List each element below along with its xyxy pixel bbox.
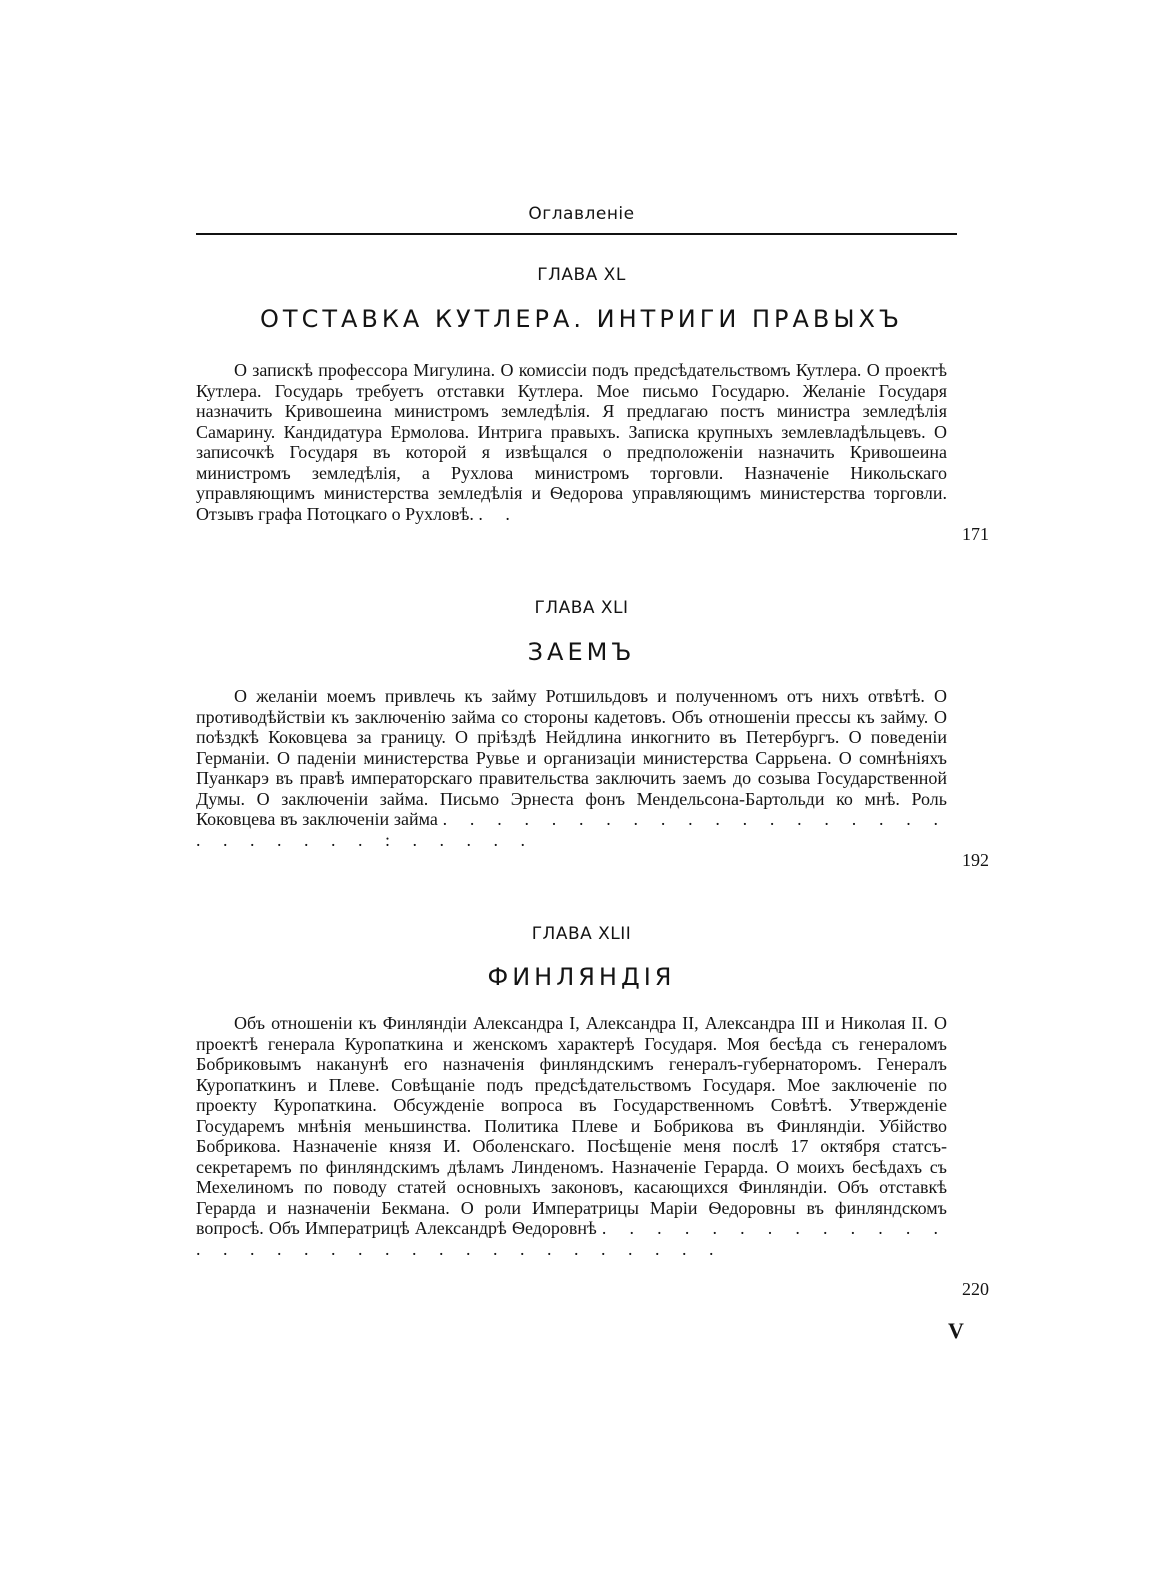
summary-text: Объ отношеніи къ Финляндіи Александра I, Александра II, Александра III и Николая II. О проектѣ генерала Куропаткина и женскомъ характерѣ Государя. Моя бесѣда съ генераломъ Бобриковымъ наканунѣ его назначенія финляндскимъ генералъ-губернаторомъ. Генералъ Куропаткинъ и Плеве. Совѣщаніе подъ предсѣдательствомъ Государя. Мое заключеніе по проекту Куропаткина. Обсужденіе вопроса въ Государственномъ Совѣтѣ. Утвержденіе Государемъ мнѣнія меньшинства. Политика Плеве и Бобрикова въ Финляндіи. Убійство Бобрикова. Назначеніе князя И. Оболенскаго. Посѣщеніе меня послѣ 17 октября статсъ-секретаремъ по финляндскимъ дѣламъ Линденомъ. Назначеніе Герарда. О моихъ бесѣдахъ съ Мехелиномъ по поводу статей основныхъ законовъ, касающихся Финляндіи. Объ отставкѣ Герарда и назначеніи Бекмана. О роли Императрицы Маріи Ѳедоровны въ финляндскомъ вопросѣ. Объ Императрицѣ Александрѣ Ѳедоровнѣ — [196, 1013, 947, 1238]
dot-leaders: . . . . . . . . . . . . . . . . . . . . . . . . . . . . . . . . . — [196, 1218, 948, 1259]
chapter-label: ГЛАВА XL — [537, 265, 626, 285]
page-number: 192 — [962, 850, 989, 870]
chapter-summary — [196, 1013, 947, 1259]
summary-text: О запискѣ профессора Мигулина. О комиссіи подъ предсѣдательствомъ Кутлера. О проектѣ Кутлера. Государь требуетъ отставки Кутлера. Мое письмо Государю. Желаніе Государя назначить Кривошеина министромъ земледѣлія. Я предлагаю постъ министра земледѣлія Самарину. Кандидатура Ермолова. Интрига правыхъ. Записка крупныхъ землевладѣльцевъ. О записочкѣ Государя въ которой я извѣщался о предположеніи назначить Кривошеина министромъ земледѣлія, а Рухлова министромъ торговли. Назначеніе Никольскаго управляющимъ министерства земледѣлія и Ѳедорова управляющимъ министерства торговли. Отзывъ графа Потоцкаго о Рухловѣ. — [196, 360, 947, 524]
summary-text: О желаніи моемъ привлечь къ займу Ротшильдовъ и полученномъ отъ нихъ отвѣтѣ. О противодѣйствіи къ заключенію займа со стороны кадетовъ. Объ отношеніи прессы къ займу. О поѣздкѣ Коковцева за границу. О пріѣздѣ Нейдлина инкогнито въ Петербургъ. О поведеніи Германіи. О паденіи министерства Рувье и организаціи министерства Саррьена. О сомнѣніяхъ Пуанкарэ въ правѣ императорскаго правительства заключить заемъ до созыва Государственной Думы. О заключеніи займа. Письмо Эрнеста фонъ Мендельсона-Бартольди ко мнѣ. Роль Коковцева въ заключеніи займа — [196, 686, 947, 829]
chapter-title: ФИНЛЯНДІЯ — [487, 963, 676, 991]
page-number: 220 — [962, 1279, 989, 1299]
chapter-summary — [196, 360, 947, 524]
dot-leaders: . . . . . . . . . . . . . . . . . . . . . . . . . . : . . . . . — [196, 809, 948, 850]
page-number: 171 — [962, 524, 989, 544]
folio-page-number: V — [948, 1318, 964, 1343]
chapter-summary — [196, 686, 947, 850]
chapter-title: ЗАЕМЪ — [527, 638, 636, 666]
header-rule — [196, 233, 957, 235]
dot-leaders: . . — [478, 503, 519, 524]
chapter-label: ГЛАВА XLII — [531, 924, 632, 944]
running-head: Оглавленіе — [528, 204, 635, 224]
chapter-label: ГЛАВА XLI — [534, 598, 629, 618]
chapter-title: ОТСТАВКА КУТЛЕРА. ИНТРИГИ ПРАВЫХЪ — [260, 305, 903, 333]
